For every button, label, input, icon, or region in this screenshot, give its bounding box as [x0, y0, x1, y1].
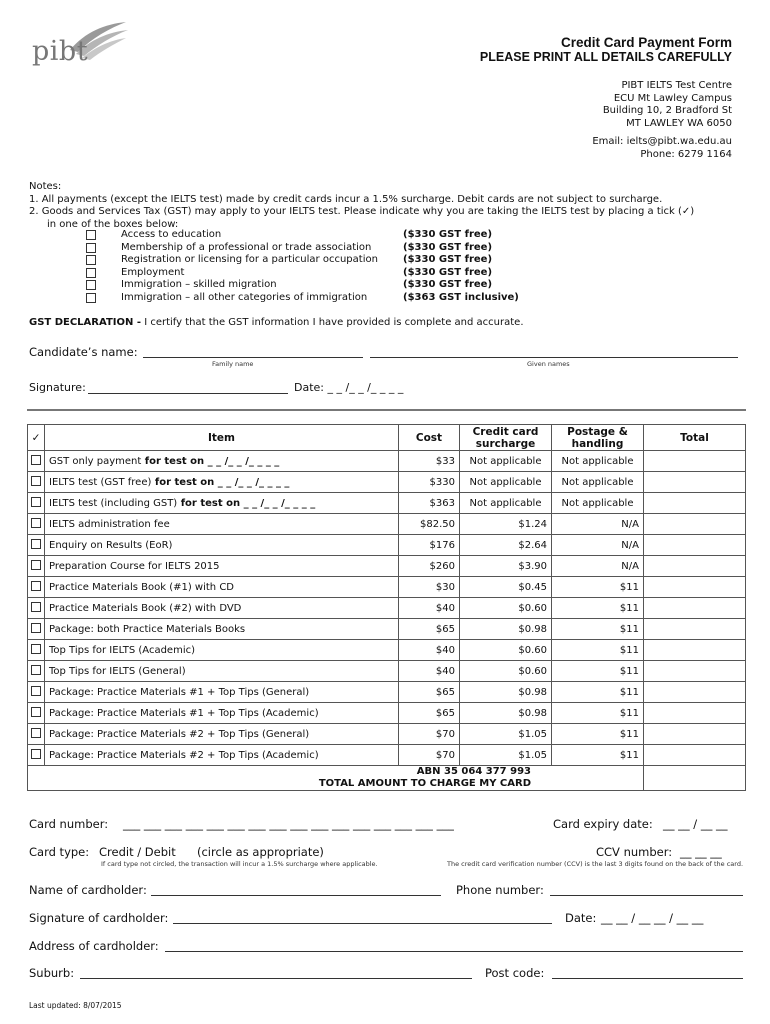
item-name: IELTS test (including GST) — [49, 497, 178, 509]
gst-declaration — [29, 317, 524, 328]
cost-cell: $70 — [399, 724, 460, 745]
table-row — [28, 451, 746, 472]
row-tick-cell[interactable] — [28, 661, 45, 682]
postage-cell: Not applicable — [552, 472, 644, 493]
item-name: Practice Materials Book (#2) with DVD — [49, 602, 242, 614]
table-header — [28, 425, 746, 451]
notes-heading: Notes: — [29, 181, 62, 192]
cost-cell: $260 — [399, 556, 460, 577]
surcharge-cell: $0.60 — [460, 598, 552, 619]
item-cell — [45, 745, 399, 766]
cost-cell: $363 — [399, 493, 460, 514]
abn-text: ABN 35 064 377 993 — [416, 766, 531, 777]
row-tick-cell[interactable] — [28, 451, 45, 472]
total-amount-field[interactable] — [644, 766, 746, 791]
postage-cell: N/A — [552, 535, 644, 556]
gst-option-value: ($330 GST free) — [403, 241, 493, 253]
family-name-hint: Family name — [212, 360, 254, 368]
address-line: Building 10, 2 Bradford St — [602, 105, 732, 116]
item-name: Package: Practice Materials #2 + Top Tips (General) — [49, 728, 310, 740]
items-table — [27, 424, 746, 791]
cardholder-name-field[interactable] — [151, 894, 441, 896]
table-row — [28, 556, 746, 577]
last-updated: Last updated: 8/07/2015 — [29, 1001, 122, 1010]
gst-option-value: ($330 GST free) — [403, 266, 493, 278]
row-checkbox[interactable] — [31, 539, 41, 549]
row-tick-cell[interactable] — [28, 514, 45, 535]
row-total-field[interactable] — [644, 556, 746, 577]
table-row — [28, 493, 746, 514]
row-checkbox[interactable] — [31, 623, 41, 633]
surcharge-cell: $0.60 — [460, 661, 552, 682]
gst-option-label: Access to education — [121, 229, 222, 240]
total-row — [28, 766, 746, 791]
gst-checkbox[interactable] — [86, 243, 96, 253]
table-row — [28, 514, 746, 535]
postage-cell: $11 — [552, 661, 644, 682]
item-cell — [45, 514, 399, 535]
surcharge-cell: Not applicable — [460, 451, 552, 472]
section-divider — [27, 409, 746, 411]
row-total-field[interactable] — [644, 451, 746, 472]
cost-cell: $40 — [399, 640, 460, 661]
phone-text: Phone: 6279 1164 — [640, 148, 732, 160]
row-total-field[interactable] — [644, 661, 746, 682]
postage-cell: $11 — [552, 577, 644, 598]
phone-number-label: Phone number: — [456, 883, 544, 897]
table-row — [28, 577, 746, 598]
candidate-signature-field[interactable] — [88, 392, 288, 394]
card-type-hint: (circle as appropriate) — [197, 845, 324, 859]
cost-cell: $33 — [399, 451, 460, 472]
table-row — [28, 472, 746, 493]
address-line: MT LAWLEY WA 6050 — [626, 117, 732, 129]
gst-checkbox[interactable] — [86, 230, 96, 240]
item-name: Top Tips for IELTS (Academic) — [49, 644, 196, 656]
row-total-field[interactable] — [644, 493, 746, 514]
surcharge-cell: $0.45 — [460, 577, 552, 598]
table-row — [28, 598, 746, 619]
ccv-label: CCV number: — [596, 845, 673, 859]
signature-label: Signature: — [29, 381, 86, 394]
table-row — [28, 661, 746, 682]
postcode-field[interactable] — [552, 977, 743, 979]
row-tick-cell[interactable] — [28, 724, 45, 745]
gst-option-label: Employment — [121, 266, 185, 278]
suburb-label: Suburb: — [29, 966, 75, 980]
postcode-label: Post code: — [485, 966, 545, 980]
row-tick-cell[interactable] — [28, 577, 45, 598]
postage-cell: $11 — [552, 598, 644, 619]
item-name: Package: Practice Materials #1 + Top Tips (Academic) — [49, 707, 319, 719]
tick-header: ✓ — [28, 425, 45, 451]
surcharge-cell: $3.90 — [460, 556, 552, 577]
gst-options — [86, 229, 519, 305]
gst-option-value: ($330 GST free) — [403, 229, 493, 240]
row-tick-cell[interactable] — [28, 472, 45, 493]
gst-option[interactable] — [86, 279, 519, 292]
card-type-label: Card type: — [29, 845, 90, 859]
row-total-field[interactable] — [644, 640, 746, 661]
postage-cell: $11 — [552, 619, 644, 640]
surcharge-cell: $2.64 — [460, 535, 552, 556]
address-line: PIBT IELTS Test Centre — [621, 80, 732, 91]
candidate-name-label: Candidate’s name: — [29, 345, 138, 359]
expiry-label: Card expiry date: — [553, 817, 653, 831]
row-checkbox[interactable] — [31, 497, 41, 507]
gst-option-label: Membership of a professional or trade association — [121, 241, 372, 253]
cost-cell: $176 — [399, 535, 460, 556]
ccv-field[interactable]: __ __ __ — [680, 845, 722, 859]
item-cell — [45, 472, 399, 493]
surcharge-cell: Not applicable — [460, 472, 552, 493]
row-total-field[interactable] — [644, 724, 746, 745]
pibt-logo — [30, 20, 130, 68]
row-tick-cell[interactable] — [28, 556, 45, 577]
surcharge-cell: $1.05 — [460, 745, 552, 766]
postage-cell: Not applicable — [552, 493, 644, 514]
centre-address — [603, 80, 732, 130]
item-name: Package: both Practice Materials Books — [49, 623, 246, 635]
cost-cell: $65 — [399, 703, 460, 724]
cost-cell: $30 — [399, 577, 460, 598]
item-test-date[interactable]: for test on _ _ /_ _ /_ _ _ _ — [141, 455, 280, 467]
logo-wordmark: pibt — [32, 36, 89, 67]
surcharge-header: Credit card surcharge — [460, 425, 552, 451]
item-name: IELTS test (GST free) — [49, 476, 152, 488]
table-row — [28, 703, 746, 724]
row-total-field[interactable] — [644, 745, 746, 766]
phone-number-field[interactable] — [550, 894, 743, 896]
item-test-date[interactable]: for test on _ _ /_ _ /_ _ _ _ — [151, 476, 290, 488]
note-2: 2. Goods and Services Tax (GST) may apply to your IELTS test. Please indicate why you are taking the IELTS test by placing a tick (✓) — [29, 206, 695, 217]
expiry-field[interactable]: __ __ / __ __ — [663, 817, 728, 831]
gst-option[interactable] — [86, 292, 519, 305]
postage-cell: $11 — [552, 745, 644, 766]
row-tick-cell[interactable] — [28, 493, 45, 514]
surcharge-cell: $0.60 — [460, 640, 552, 661]
row-checkbox[interactable] — [31, 560, 41, 570]
gst-checkbox[interactable] — [86, 268, 96, 278]
item-name: Package: Practice Materials #2 + Top Tips (Academic) — [49, 749, 319, 761]
cost-cell: $330 — [399, 472, 460, 493]
gst-option[interactable] — [86, 242, 519, 255]
row-checkbox[interactable] — [31, 728, 41, 738]
item-cell — [45, 724, 399, 745]
address-line: ECU Mt Lawley Campus — [613, 92, 732, 104]
item-name: IELTS administration fee — [49, 518, 170, 530]
item-cell — [45, 535, 399, 556]
form-subtitle: PLEASE PRINT ALL DETAILS CAREFULLY — [479, 50, 732, 64]
gst-declaration-text: I certify that the GST information I have provided is complete and accurate. — [141, 317, 524, 328]
row-tick-cell[interactable] — [28, 745, 45, 766]
table-row — [28, 640, 746, 661]
row-checkbox[interactable] — [31, 518, 41, 528]
item-name: Preparation Course for IELTS 2015 — [49, 560, 220, 572]
gst-option-label: Registration or licensing for a particular occupation — [121, 254, 378, 266]
postage-cell: $11 — [552, 703, 644, 724]
candidate-date-field[interactable]: Date: _ _ /_ _ /_ _ _ _ — [294, 381, 404, 394]
row-tick-cell[interactable] — [28, 619, 45, 640]
row-total-field[interactable] — [644, 472, 746, 493]
cardholder-signature-label: Signature of cardholder: — [29, 911, 169, 925]
form-header — [480, 35, 732, 65]
item-name: Practice Materials Book (#1) with CD — [49, 581, 234, 593]
table-row — [28, 724, 746, 745]
gst-checkbox[interactable] — [86, 255, 96, 265]
postage-header: Postage & handling — [552, 425, 644, 451]
row-tick-cell[interactable] — [28, 703, 45, 724]
given-names-hint: Given names — [527, 360, 570, 368]
cardholder-name-label: Name of cardholder: — [29, 883, 147, 897]
total-header: Total — [644, 425, 746, 451]
item-name: Top Tips for IELTS (General) — [49, 665, 186, 677]
given-names-field[interactable] — [370, 356, 738, 358]
postage-cell: $11 — [552, 682, 644, 703]
row-tick-cell[interactable] — [28, 640, 45, 661]
surcharge-cell: $1.24 — [460, 514, 552, 535]
table-row — [28, 682, 746, 703]
gst-checkbox[interactable] — [86, 280, 96, 290]
postage-cell: N/A — [552, 556, 644, 577]
ccv-note: The credit card verification number (CCV) is the last 3 digits found on the back of the card. — [447, 860, 744, 868]
card-number-label: Card number: — [29, 817, 109, 831]
table-row — [28, 535, 746, 556]
note-2-cont: in one of the boxes below: — [47, 218, 179, 230]
gst-option-value: ($330 GST free) — [403, 279, 493, 291]
row-checkbox[interactable] — [31, 686, 41, 696]
surcharge-cell: Not applicable — [460, 493, 552, 514]
cost-cell: $70 — [399, 745, 460, 766]
card-type-note: If card type not circled, the transaction will incur a 1.5% surcharge where applicable. — [101, 860, 378, 868]
gst-checkbox[interactable] — [86, 293, 96, 303]
total-label-cell — [28, 766, 644, 791]
gst-option-label: Immigration – skilled migration — [121, 279, 277, 291]
postage-cell: Not applicable — [552, 451, 644, 472]
gst-option-label: Immigration – all other categories of immigration — [121, 291, 368, 303]
postage-cell: $11 — [552, 724, 644, 745]
cardholder-address-field[interactable] — [165, 950, 743, 952]
item-cell — [45, 493, 399, 514]
surcharge-cell: $0.98 — [460, 619, 552, 640]
suburb-field[interactable] — [80, 977, 472, 979]
total-label: TOTAL AMOUNT TO CHARGE MY CARD — [318, 778, 531, 789]
form-title: Credit Card Payment Form — [560, 35, 732, 50]
row-checkbox[interactable] — [31, 707, 41, 717]
cost-cell: $65 — [399, 682, 460, 703]
cost-cell: $65 — [399, 619, 460, 640]
item-cell — [45, 619, 399, 640]
item-test-date[interactable]: for test on _ _ /_ _ /_ _ _ _ — [177, 497, 316, 509]
gst-option[interactable] — [86, 254, 519, 267]
row-tick-cell[interactable] — [28, 682, 45, 703]
cost-cell: $40 — [399, 598, 460, 619]
note-1: 1. All payments (except the IELTS test) made by credit cards incur a 1.5% surcharge. Debit cards are not subject to surcharge. — [29, 193, 663, 205]
card-type-options[interactable]: Credit / Debit — [99, 845, 176, 859]
row-checkbox[interactable] — [31, 749, 41, 759]
item-cell — [45, 682, 399, 703]
table-row — [28, 619, 746, 640]
gst-option-value: ($363 GST inclusive) — [403, 291, 519, 303]
item-cell — [45, 640, 399, 661]
family-name-field[interactable] — [143, 356, 363, 358]
cost-cell: $40 — [399, 661, 460, 682]
row-checkbox[interactable] — [31, 602, 41, 612]
gst-option[interactable] — [86, 267, 519, 280]
row-checkbox[interactable] — [31, 644, 41, 654]
surcharge-cell: $1.05 — [460, 724, 552, 745]
item-cell — [45, 577, 399, 598]
row-checkbox[interactable] — [31, 455, 41, 465]
item-cell — [45, 598, 399, 619]
surcharge-cell: $0.98 — [460, 703, 552, 724]
cardholder-address-label: Address of cardholder: — [29, 939, 159, 953]
item-cell — [45, 556, 399, 577]
item-header: Item — [45, 425, 399, 451]
signature-date-field[interactable]: __ __ / __ __ / __ __ — [601, 911, 704, 925]
row-checkbox[interactable] — [31, 665, 41, 675]
email-text: Email: ielts@pibt.wa.edu.au — [592, 136, 732, 147]
notes-section — [29, 181, 749, 231]
gst-option[interactable] — [86, 229, 519, 242]
row-total-field[interactable] — [644, 703, 746, 724]
gst-declaration-heading: GST DECLARATION - — [29, 317, 142, 328]
postage-cell: N/A — [552, 514, 644, 535]
row-total-field[interactable] — [644, 577, 746, 598]
row-checkbox[interactable] — [31, 581, 41, 591]
row-tick-cell[interactable] — [28, 535, 45, 556]
row-total-field[interactable] — [644, 514, 746, 535]
surcharge-cell: $0.98 — [460, 682, 552, 703]
row-total-field[interactable] — [644, 598, 746, 619]
row-checkbox[interactable] — [31, 476, 41, 486]
contact-info — [592, 136, 732, 161]
card-number-field[interactable]: ___ ___ ___ ___ ___ ___ ___ ___ ___ ___ ___ ___ ___ ___ ___ ___ — [123, 817, 454, 831]
item-cell — [45, 703, 399, 724]
postage-cell: $11 — [552, 640, 644, 661]
table-row — [28, 745, 746, 766]
row-total-field[interactable] — [644, 682, 746, 703]
cost-header: Cost — [399, 425, 460, 451]
cost-cell: $82.50 — [399, 514, 460, 535]
item-cell — [45, 451, 399, 472]
row-tick-cell[interactable] — [28, 598, 45, 619]
item-name: GST only payment — [49, 455, 142, 467]
signature-date-label: Date: — [565, 911, 597, 925]
item-name: Package: Practice Materials #1 + Top Tips (General) — [49, 686, 310, 698]
row-total-field[interactable] — [644, 535, 746, 556]
item-cell — [45, 661, 399, 682]
cardholder-signature-field[interactable] — [173, 922, 552, 924]
row-total-field[interactable] — [644, 619, 746, 640]
item-name: Enquiry on Results (EoR) — [49, 539, 173, 551]
gst-option-value: ($330 GST free) — [403, 254, 493, 266]
